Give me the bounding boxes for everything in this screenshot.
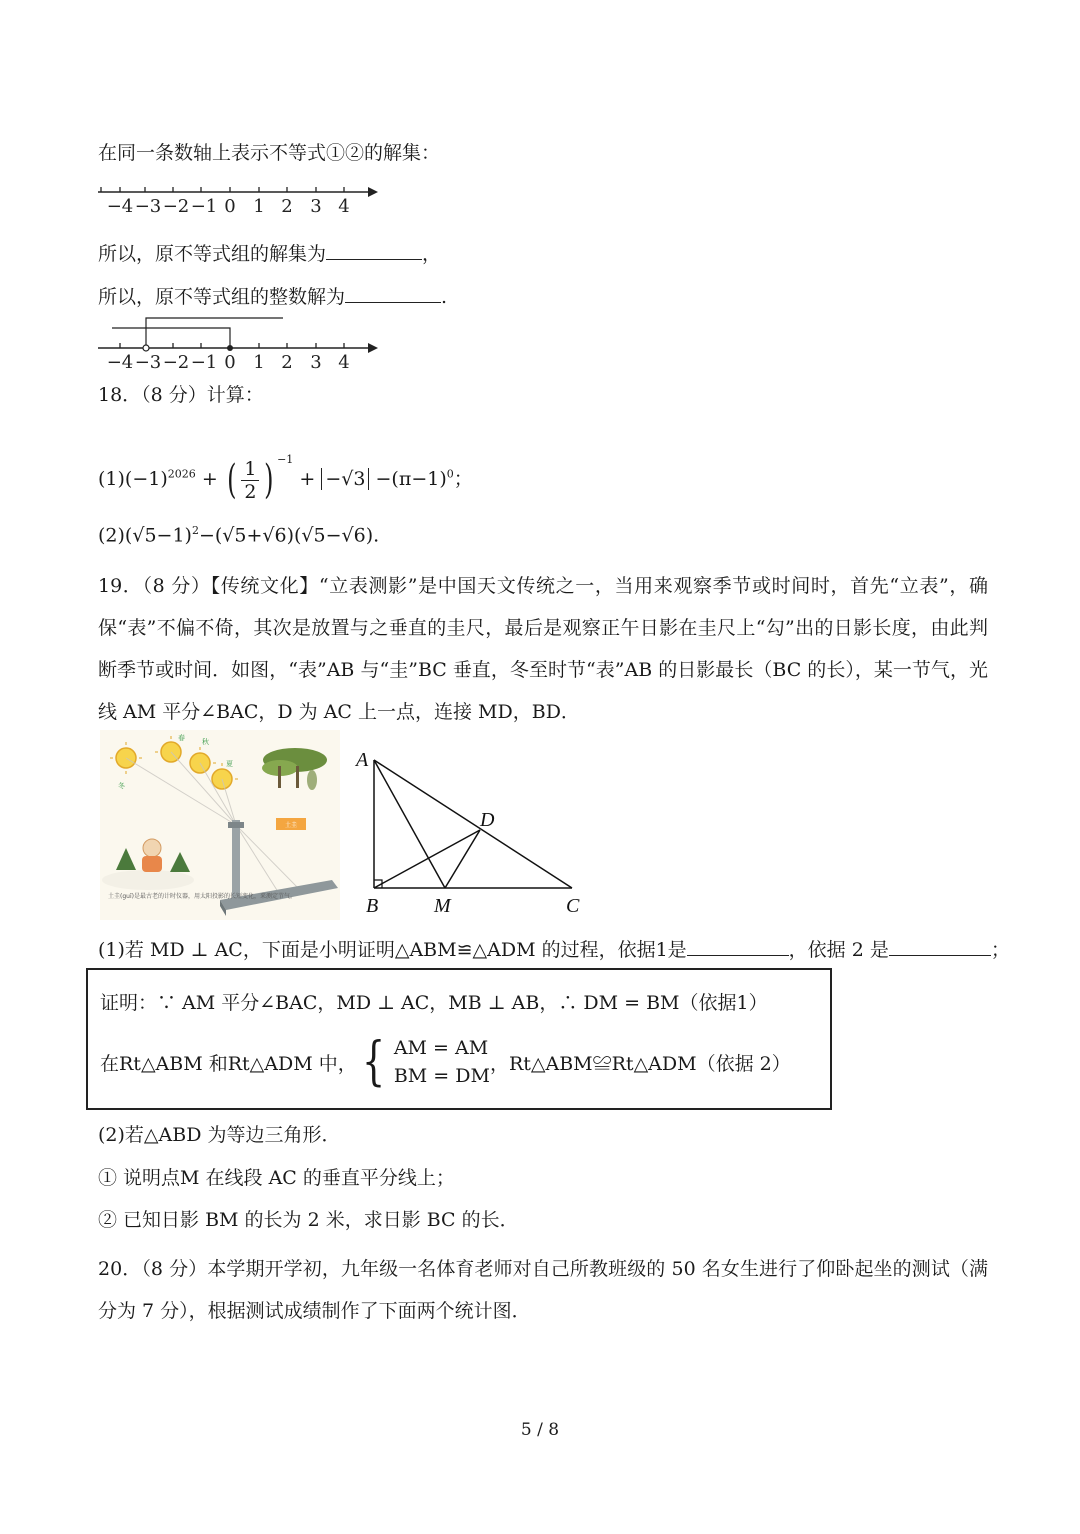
open-dot [143,345,149,351]
tick-label: 0 [224,352,236,373]
q18-abs: −√3 [321,468,369,490]
tick-label: −2 [162,196,190,217]
point-a-label: A [356,749,369,771]
q19-part1-prefix: (1)若 MD ⊥ AC，下面是小明证明△ABM≌△ADM 的过程，依据1是 [98,939,687,961]
q18-pi-term: (π−1) [391,468,447,490]
q18-part1-plus1: + [201,468,218,490]
proof-line-1: 证明：∵ AM 平分∠BAC，MD ⊥ AC，MB ⊥ AB，∴ DM = BM（依据1） [100,992,768,1014]
illustration-sign: 土圭 [284,822,298,829]
q19-part2-1: ① 说明点M 在线段 AC 的垂直平分线上； [98,1167,455,1189]
tick-label: −3 [134,196,162,217]
system-eq-2: BM = DM [393,1065,490,1087]
number-line-2-svg [98,312,378,374]
integer-solution-suffix: . [441,286,448,308]
system-eq-1: AM = AM [393,1037,489,1059]
q18-header: 18．（8 分）计算： [98,384,264,406]
number-line-1-svg [98,180,378,220]
q18-fraction [241,458,259,503]
integer-solution-prefix: 所以，原不等式组的整数解为 [98,286,346,308]
season-mark: 夏 [226,760,233,768]
tick-label: −1 [190,352,218,373]
q18-part1-label: (1) [98,468,125,490]
tick-label: 3 [310,352,322,373]
basis1-blank[interactable] [687,935,789,956]
point-b-label: B [366,895,379,917]
integer-solution-blank[interactable] [345,282,441,303]
solution-set-prefix: 所以，原不等式组的解集为 [98,243,327,265]
point-m-label: M [434,895,451,917]
basis2-blank[interactable] [889,935,991,956]
q18-frac-exp: −1 [277,453,294,466]
q18-part1-plus2: + [299,468,316,490]
tick-label: 2 [281,352,293,373]
proof-box [86,968,832,1110]
closed-dot [227,345,233,351]
q18-part1: $(1)(-1)^{2026}$ + ( $\frac{1}{2}$ ) $^{-1} + -√3 -(\pi-1)^0$； [98,453,473,503]
q18-pi-exp: 0 [446,467,454,481]
q18-part1-minus: − [375,468,392,490]
illustration-caption: 土圭(guī)是最古老的计时仪器，用太阳投影的长短变化，来测定节气。 [108,893,296,900]
geometry-svg [350,742,600,918]
tick-label: −4 [106,196,134,217]
proof-line-2-prefix: 在Rt△ABM 和Rt△ADM 中， [100,1052,357,1075]
point-d-label: D [480,809,495,831]
q18-part1-exp: 2026 [167,467,196,481]
segment-md [445,830,480,888]
page-number: 5 / 8 [520,1420,560,1440]
q20-paragraph: 20．（8 分）本学期开学初，九年级一名体育老师对自己所教班级的 50 名女生进行了仰卧起坐的测试（满分为 7 分），根据测试成绩制作了下面两个统计图． [98,1258,988,1322]
q18-frac-den: 2 [244,480,257,503]
q18-part2-rest: −(√5+√6)(√5−√6). [198,524,380,547]
number-line-1 [98,180,378,225]
tick-label: 0 [224,196,236,217]
solution-set-line [98,239,441,268]
q18-part1-base: (−1) [124,468,168,490]
illustration-tugui [100,730,340,920]
q19-part2-2: ② 已知日影 BM 的长为 2 米，求日影 BC 的长． [98,1209,519,1231]
q18-part2-expr-a: (√5−1) [124,524,192,547]
tick-label: −2 [162,352,190,373]
illustration-svg [100,730,340,920]
segment-ac [374,760,572,888]
tick-label: −3 [134,352,162,373]
point-c-label: C [566,895,580,917]
tick-label: −4 [106,352,134,373]
q19-paragraph: 19．（8 分）【传统文化】“立表测影”是中国天文传统之一，当用来观察季节或时间时，首先“立表”，确保“表”不偏不倚，其次是放置与之垂直的圭尺，最后是观察正午日影在圭尺上“勾”出的日影长度，由此判断季节或时间．如图，“表”AB 与“圭”BC 垂直，冬至时节“表”AB 的日影最长（BC 的长），某一节气，光线 AM 平分∠BAC，D 为 AC 上一点，连接 MD，BD． [98,575,988,723]
proof-line-2 [100,1034,791,1090]
segment-bd [374,830,480,888]
tick-label: −1 [190,196,218,217]
equation-system: { AM = AM BM = DM [361,1032,490,1092]
geometry-figure [350,742,600,918]
q18-frac-num: 1 [241,458,259,481]
season-mark: 春 [178,734,185,742]
tick-label: 4 [338,196,350,217]
tick-label: 2 [281,196,293,217]
q18-part2 [98,513,379,553]
number-line-2 [98,312,378,379]
tick-label: 4 [338,352,350,373]
season-mark: 冬 [118,782,125,790]
q19-part1-end: ； [990,939,1010,961]
intro-sentence: 在同一条数轴上表示不等式①②的解集： [98,142,441,164]
tick-label: 1 [253,196,265,217]
q18-part2-exp: 2 [191,524,199,537]
solution-set-suffix: ， [422,243,442,265]
tick-label: 3 [310,196,322,217]
q18-part2-label: (2) [98,524,125,547]
solution-set-blank[interactable] [326,239,422,260]
tick-label: 1 [253,352,265,373]
q19-part2: (2)若△ABD 为等边三角形． [98,1124,341,1146]
q19-part1-mid: ，依据 2 是 [788,939,889,961]
season-mark: 秋 [202,738,209,746]
proof-line-2-suffix: ，Rt△ABM≌Rt△ADM（依据 2） [489,1052,791,1075]
integer-solution-line [98,282,447,311]
q19-part1 [98,935,1010,964]
q18-part1-end: ； [453,468,473,490]
